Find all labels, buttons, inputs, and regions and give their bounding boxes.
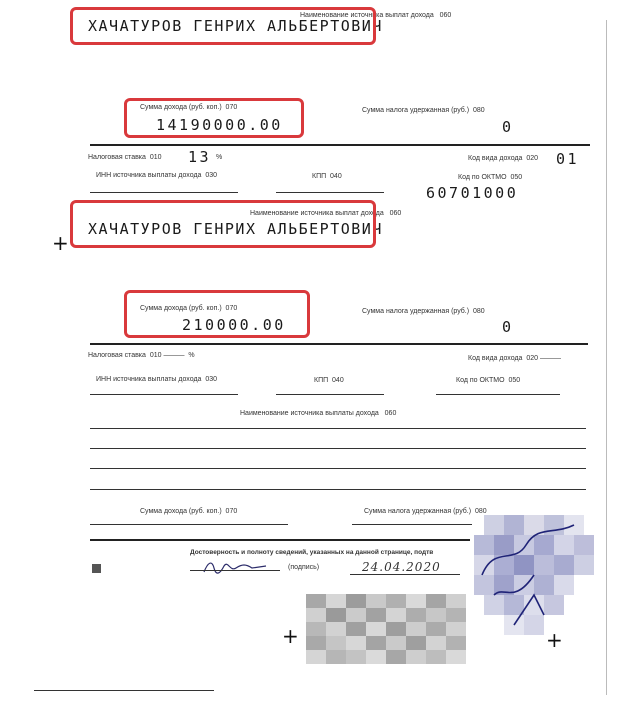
s3-income-label: Сумма дохода (руб. коп.) 070 bbox=[140, 508, 238, 515]
s2-income-highlight bbox=[124, 290, 310, 338]
s1-income-value: 14190000.00 bbox=[156, 116, 283, 134]
registration-cross-icon: + bbox=[546, 628, 563, 652]
s3-income-line bbox=[90, 524, 288, 525]
s3-name-label: Наименование источника выплаты дохода 060 bbox=[240, 410, 397, 417]
qr-mark-icon bbox=[92, 564, 101, 573]
s1-divider bbox=[90, 144, 590, 146]
certification-text: Достоверность и полноту сведений, указанных на данной странице, подтв bbox=[190, 549, 434, 556]
s2-rate-label: Налоговая ставка 010 ——— % bbox=[88, 352, 195, 359]
s2-name-value: ХАЧАТУРОВ ГЕНРИХ АЛЬБЕРТОВИЧ bbox=[88, 220, 383, 238]
s2-kpp-line bbox=[276, 394, 384, 395]
signature-caption: (подпись) bbox=[288, 564, 320, 571]
bottom-left-line bbox=[34, 690, 214, 691]
s2-kind-label: Код вида дохода 020 ——— bbox=[468, 355, 561, 362]
s2-income-label: Сумма дохода (руб. коп.) 070 bbox=[140, 305, 238, 312]
s1-rate-unit: % bbox=[216, 154, 223, 161]
right-edge-line bbox=[606, 20, 607, 695]
s1-kpp-label: КПП 040 bbox=[312, 173, 342, 180]
s2-divider bbox=[90, 343, 588, 345]
stamp-pixelated bbox=[474, 505, 594, 645]
s2-tax-label: Сумма налога удержанная (руб.) 080 bbox=[362, 308, 485, 315]
s2-oktmo-label: Код по ОКТМО 050 bbox=[456, 377, 521, 384]
s3-tax-line bbox=[352, 524, 472, 525]
s1-rate-label: Налоговая ставка 010 bbox=[88, 154, 162, 161]
s3-divider bbox=[90, 539, 470, 541]
s1-inn-label: ИНН источника выплаты дохода 030 bbox=[96, 172, 218, 179]
s2-inn-line bbox=[90, 394, 238, 395]
s2-name-highlight bbox=[70, 200, 376, 248]
barcode-pixelated bbox=[306, 594, 466, 664]
s2-name-label: Наименование источника выплат дохода 060 bbox=[250, 210, 402, 217]
s1-income-label: Сумма дохода (руб. коп.) 070 bbox=[140, 104, 238, 111]
s3-name-line-1 bbox=[90, 428, 586, 429]
s2-oktmo-line bbox=[436, 394, 560, 395]
s1-rate-value: 13 bbox=[188, 148, 212, 166]
s1-oktmo-value: 60701000 bbox=[426, 184, 519, 202]
s1-name-highlight bbox=[70, 7, 376, 45]
s2-tax-value: 0 bbox=[502, 318, 514, 336]
registration-cross-icon: + bbox=[52, 231, 69, 255]
s1-name-label: Наименование источника выплат дохода 060 bbox=[300, 12, 452, 19]
s1-kind-label: Код вида дохода 020 bbox=[468, 155, 539, 162]
s1-income-highlight bbox=[124, 98, 304, 138]
s3-name-line-2 bbox=[90, 448, 586, 449]
s1-kind-value: 01 bbox=[556, 150, 580, 168]
s2-inn-label: ИНН источника выплаты дохода 030 bbox=[96, 376, 218, 383]
signature-date: 24.04.2020 bbox=[362, 560, 441, 574]
registration-cross-icon: + bbox=[282, 624, 299, 648]
s1-kpp-line bbox=[276, 192, 384, 193]
signature-scribble-icon bbox=[200, 556, 270, 578]
s3-name-line-3 bbox=[90, 468, 586, 469]
date-line bbox=[350, 574, 460, 575]
s1-oktmo-label: Код по ОКТМО 050 bbox=[458, 174, 523, 181]
s2-income-value: 210000.00 bbox=[182, 316, 286, 334]
signature-line bbox=[190, 570, 280, 571]
s2-kpp-label: КПП 040 bbox=[314, 377, 344, 384]
s1-tax-value: 0 bbox=[502, 118, 514, 136]
s1-name-value: ХАЧАТУРОВ ГЕНРИХ АЛЬБЕРТОВИЧ bbox=[88, 17, 383, 35]
s3-tax-label: Сумма налога удержанная (руб.) 080 bbox=[364, 508, 487, 515]
s1-inn-line bbox=[90, 192, 238, 193]
s3-name-line-4 bbox=[90, 489, 586, 490]
s1-tax-label: Сумма налога удержанная (руб.) 080 bbox=[362, 107, 485, 114]
